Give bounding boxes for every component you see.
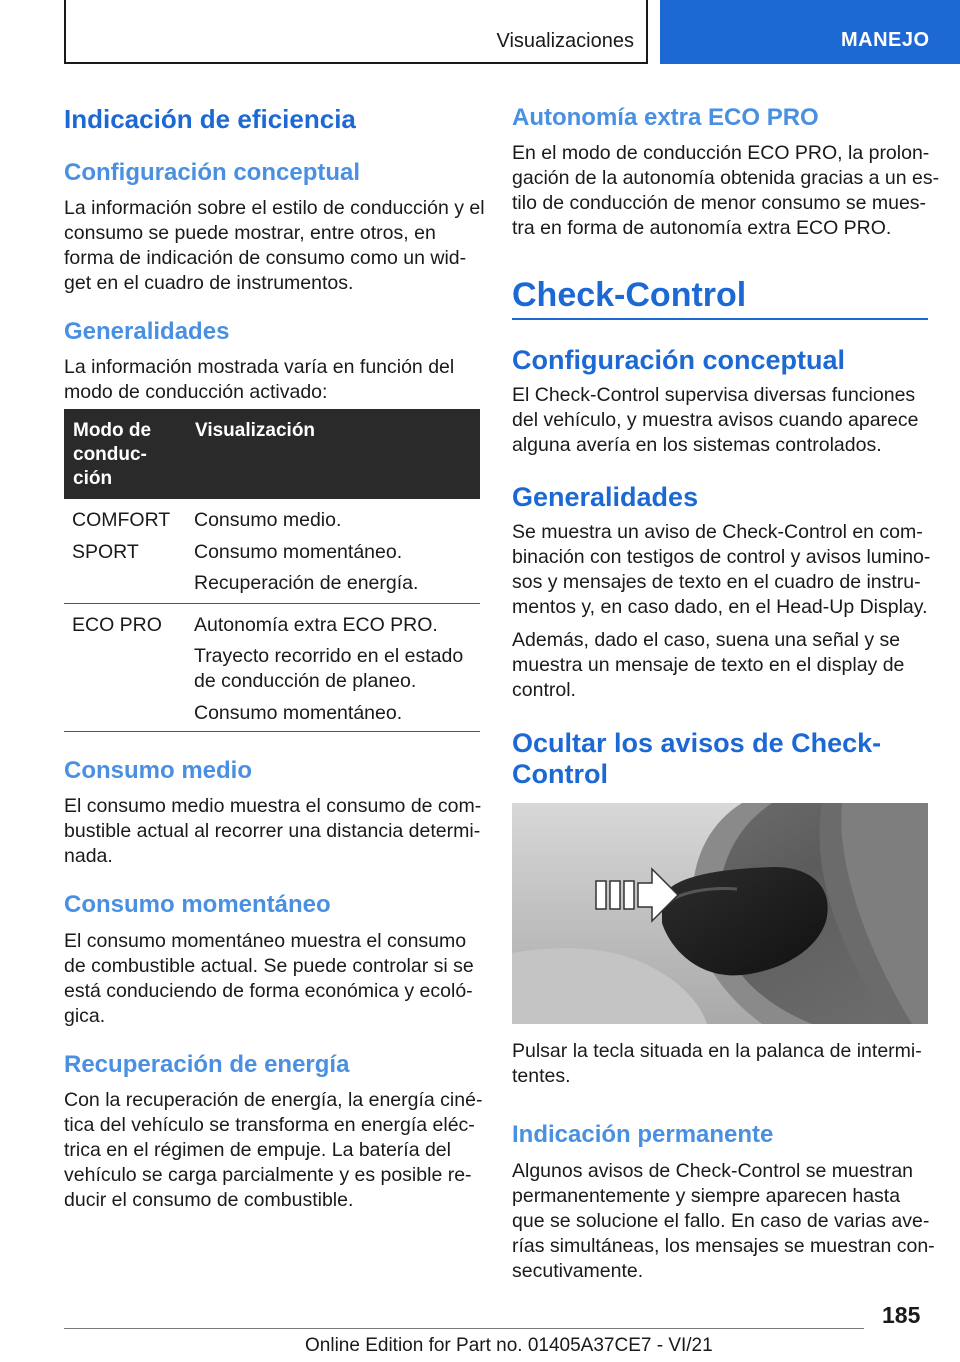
section-title: Visualizaciones — [496, 30, 634, 52]
chapter-title-check-control: Check-Control — [512, 276, 747, 314]
text-line: tra en forma de autonomía extra ECO PRO. — [512, 217, 892, 239]
text-line: gación de la autonomía obtenida gracias a un es- — [512, 167, 940, 189]
text-line: En el modo de conducción ECO PRO, la prolon- — [512, 142, 930, 164]
text-line: Con la recuperación de energía, la energía ciné- — [64, 1089, 483, 1111]
heading-hide-warnings — [512, 728, 881, 790]
text-line: El consumo momentáneo muestra el consumo — [64, 930, 467, 952]
text-line: gica. — [64, 1005, 106, 1027]
table-cell-display: Recuperación de energía. — [194, 572, 419, 594]
header-chapter-tab — [660, 0, 960, 64]
text-line: alguna avería en los sistemas controlados. — [512, 434, 882, 456]
heading-cc-general: Generalidades — [512, 482, 699, 512]
page-title-efficiency: Indicación de eficiencia — [64, 104, 356, 134]
table-header-mode: Modo de — [73, 420, 152, 441]
text-line: de combustible actual. Se puede controlar si se — [64, 955, 474, 977]
page-number: 185 — [882, 1302, 921, 1328]
table-header-row — [64, 409, 480, 499]
heading-cc-concept: Configuración conceptual — [512, 345, 846, 375]
text-line: ducir el consumo de combustible. — [64, 1189, 354, 1211]
heading-eco-pro-range: Autonomía extra ECO PRO — [512, 104, 819, 131]
text-line: está conduciendo de forma económica y ecoló- — [64, 980, 473, 1002]
text-line: secutivamente. — [512, 1260, 644, 1282]
text-line: binación con testigos de control y avisos lumino- — [512, 546, 931, 568]
table-cell-mode: COMFORT — [72, 509, 171, 531]
text-line: sos y mensajes de texto en el cuadro de instru- — [512, 571, 921, 593]
table-cell-mode: SPORT — [72, 541, 139, 563]
text-line: forma de indicación de consumo como un wid- — [64, 247, 467, 269]
header-section-tab — [64, 0, 648, 64]
table-header-mode: ción — [73, 468, 113, 489]
text-line: que se solucione el fallo. En caso de varias ave- — [512, 1210, 930, 1232]
text-line: La información mostrada varía en función del — [64, 356, 455, 378]
text-line: permanentemente y siempre aparecen hasta — [512, 1185, 901, 1207]
text-line: bustible actual al recorrer una distancia determi- — [64, 820, 481, 842]
chapter-title: MANEJO — [841, 29, 930, 51]
table-divider — [64, 731, 480, 732]
text-line: El consumo medio muestra el consumo de com- — [64, 795, 482, 817]
text-line: tilo de conducción de menor consumo se mues- — [512, 192, 927, 214]
text-line: tentes. — [512, 1065, 571, 1087]
text-line: modo de conducción activado: — [64, 381, 328, 403]
text-line: Se muestra un aviso de Check-Control en com- — [512, 521, 923, 543]
heading-energy-recovery: Recuperación de energía — [64, 1051, 350, 1078]
table-header-display: Visualización — [195, 420, 316, 441]
heading-momentary-consumption: Consumo momentáneo — [64, 891, 331, 918]
text-line: Algunos avisos de Check-Control se muestran — [512, 1160, 914, 1182]
text-line: get en el cuadro de instrumentos. — [64, 272, 354, 294]
table-cell-display: Autonomía extra ECO PRO. — [194, 614, 438, 636]
heading-general: Generalidades — [64, 318, 230, 345]
text-line: Además, dado el caso, suena una señal y se — [512, 629, 901, 651]
text-line: mentos y, en caso dado, en el Head-Up Display. — [512, 596, 928, 618]
text-line: tica del vehículo se transforma en energía eléc- — [64, 1114, 475, 1136]
text-line: consumo se puede mostrar, entre otros, en — [64, 222, 436, 244]
heading-permanent-display: Indicación permanente — [512, 1121, 774, 1148]
text-line: El Check-Control supervisa diversas funciones — [512, 384, 916, 406]
text-line: trica en el régimen de empuje. La batería del — [64, 1139, 451, 1161]
text-line: del vehículo, y muestra avisos cuando aparece — [512, 409, 919, 431]
edition-footer: Online Edition for Part no. 01405A37CE7 - VI/21 — [305, 1335, 713, 1356]
table-cell-display: Consumo momentáneo. — [194, 702, 403, 724]
heading-line: Control — [512, 759, 608, 789]
table-cell-mode: ECO PRO — [72, 614, 162, 636]
heading-concept: Configuración conceptual — [64, 159, 361, 186]
table-cell-display: de conducción de planeo. — [194, 670, 417, 692]
table-header-mode: conduc- — [73, 444, 147, 465]
table-cell-display: Consumo momentáneo. — [194, 541, 403, 563]
text-line: muestra un mensaje de texto en el display de — [512, 654, 905, 676]
footer-divider — [64, 1328, 864, 1329]
text-line: vehículo se carga parcialmente y es posible re- — [64, 1164, 472, 1186]
text-line: rías simultáneas, los mensajes se muestran con- — [512, 1235, 935, 1257]
text-line: La información sobre el estilo de conducción y el — [64, 197, 485, 219]
text-line: Pulsar la tecla situada en la palanca de intermi- — [512, 1040, 922, 1062]
text-line: control. — [512, 679, 576, 701]
table-cell-display: Consumo medio. — [194, 509, 342, 531]
turn-signal-lever-photo — [512, 803, 928, 1024]
table-cell-display: Trayecto recorrido en el estado — [194, 645, 464, 667]
text-line: nada. — [64, 845, 113, 867]
heading-average-consumption: Consumo medio — [64, 757, 253, 784]
table-divider — [64, 603, 480, 604]
heading-line: Ocultar los avisos de Check- — [512, 728, 882, 758]
title-underline — [512, 318, 928, 320]
